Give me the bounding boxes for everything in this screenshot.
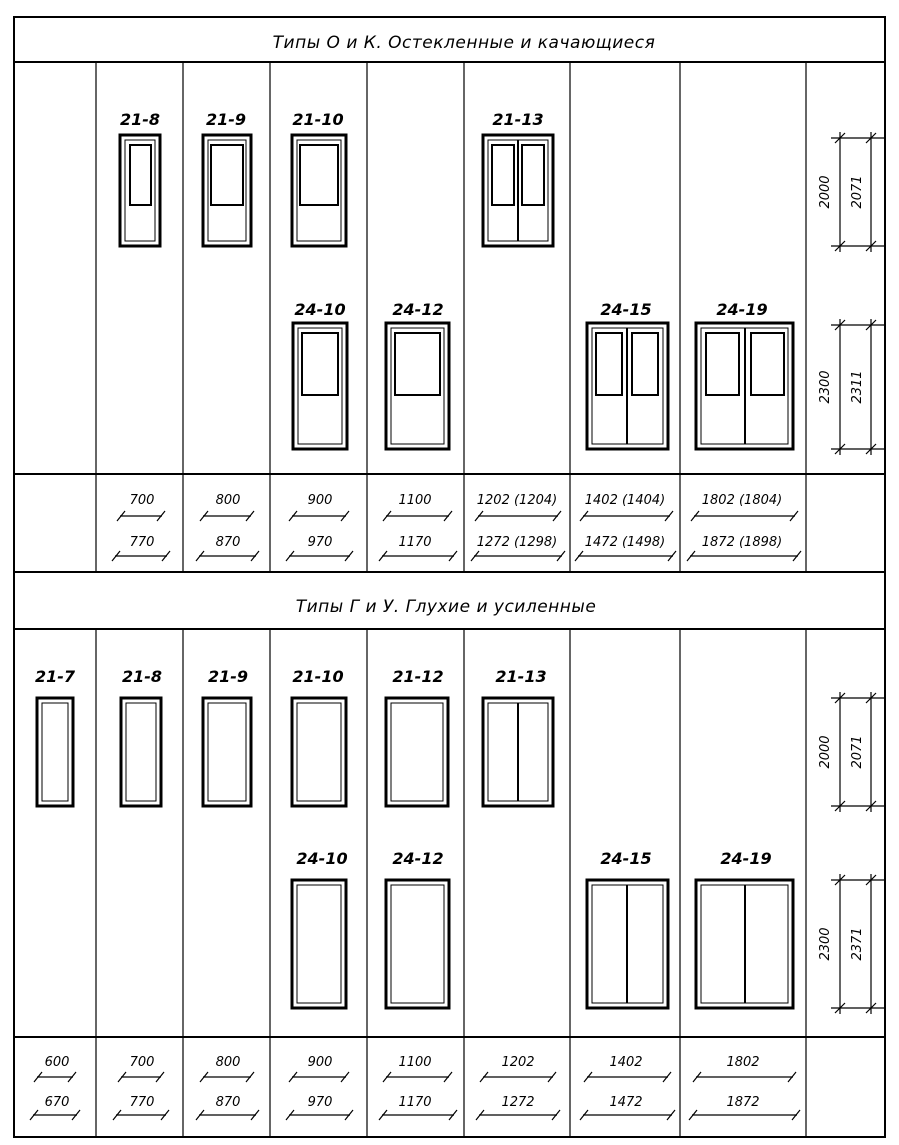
door-24-10-glazed: [293, 323, 347, 449]
door-label: 21-13: [495, 667, 547, 686]
height-dim-2371: 2371: [850, 927, 865, 961]
height-dim-2000: 2000: [818, 735, 833, 769]
width-nominal: 900: [307, 1055, 333, 1070]
door-label: 21-7: [34, 667, 76, 686]
door-21-13-solid: [483, 698, 553, 806]
width-nominal: 1100: [398, 493, 432, 508]
width-overall: 970: [307, 535, 333, 550]
width-overall: 1472: [609, 1095, 643, 1110]
door-21-10-glazed: [292, 135, 346, 246]
width-nominal: 700: [129, 1055, 155, 1070]
section-1-title: Типы О и К. Остекленные и качающиеся: [272, 33, 656, 53]
door-label: 21-10: [292, 110, 344, 129]
width-nominal: 1202: [501, 1055, 535, 1070]
door-21-9-glazed: [203, 135, 251, 246]
door-21-9-solid: [203, 698, 251, 806]
width-overall: 1272 (1298): [476, 535, 558, 550]
door-21-12-solid: [386, 698, 448, 806]
width-nominal: 900: [307, 493, 333, 508]
height-dim-2071: 2071: [850, 175, 865, 209]
height-dim-2071: 2071: [850, 735, 865, 769]
door-label: 24-15: [600, 849, 652, 868]
door-21-8-glazed: [120, 135, 160, 246]
section-2-width-values: [45, 1055, 760, 1110]
door-24-19-glazed: [696, 323, 793, 449]
door-21-8-solid: [121, 698, 161, 806]
door-24-15-glazed: [587, 323, 668, 449]
door-24-15-solid: [587, 880, 668, 1008]
door-label: 24-15: [600, 300, 652, 319]
door-label: 24-10: [294, 300, 346, 319]
width-overall: 1472 (1498): [584, 535, 666, 550]
width-nominal: 600: [44, 1055, 70, 1070]
door-21-10-solid: [292, 698, 346, 806]
door-24-10-solid: [292, 880, 346, 1008]
width-overall: 770: [129, 535, 155, 550]
width-overall: 1872: [726, 1095, 760, 1110]
width-overall: 1170: [398, 535, 432, 550]
width-nominal: 1402: [609, 1055, 643, 1070]
width-nominal: 1802: [726, 1055, 760, 1070]
width-overall: 870: [215, 1095, 241, 1110]
door-label: 24-12: [392, 300, 444, 319]
height-dim-2000: 2000: [818, 175, 833, 209]
width-nominal: 1100: [398, 1055, 432, 1070]
width-nominal: 1802 (1804): [701, 493, 783, 508]
width-nominal: 800: [215, 493, 241, 508]
height-dim-2300: 2300: [818, 927, 833, 961]
width-nominal: 800: [215, 1055, 241, 1070]
door-label: 21-9: [207, 667, 249, 686]
door-21-13-glazed: [483, 135, 553, 246]
door-label: 24-19: [716, 300, 768, 319]
door-label: 21-9: [205, 110, 247, 129]
width-overall: 1170: [398, 1095, 432, 1110]
width-overall: 1272: [501, 1095, 535, 1110]
section-2-title: Типы Г и У. Глухие и усиленные: [295, 597, 597, 617]
width-overall: 770: [129, 1095, 155, 1110]
height-dim-2311: 2311: [850, 370, 865, 404]
section-1-width-values: [130, 493, 783, 550]
door-24-19-solid: [696, 880, 793, 1008]
section-1-labels: [120, 110, 768, 319]
door-label: 21-13: [492, 110, 544, 129]
width-nominal: 1202 (1204): [476, 493, 558, 508]
door-label: 24-10: [296, 849, 348, 868]
door-label: 21-10: [292, 667, 344, 686]
width-overall: 670: [44, 1095, 70, 1110]
width-nominal: 700: [129, 493, 155, 508]
door-21-7-solid: [37, 698, 73, 806]
width-overall: 870: [215, 535, 241, 550]
width-nominal: 1402 (1404): [584, 493, 666, 508]
door-label: 21-8: [119, 110, 161, 129]
section-1-doors: [120, 135, 793, 449]
width-overall: 1872 (1898): [701, 535, 783, 550]
door-label: 24-12: [392, 849, 444, 868]
width-overall: 970: [307, 1095, 333, 1110]
height-dim-2300: 2300: [818, 370, 833, 404]
door-24-12-glazed: [386, 323, 449, 449]
door-24-12-solid: [386, 880, 449, 1008]
door-label: 24-19: [720, 849, 772, 868]
door-label: 21-12: [392, 667, 444, 686]
door-label: 21-8: [121, 667, 163, 686]
